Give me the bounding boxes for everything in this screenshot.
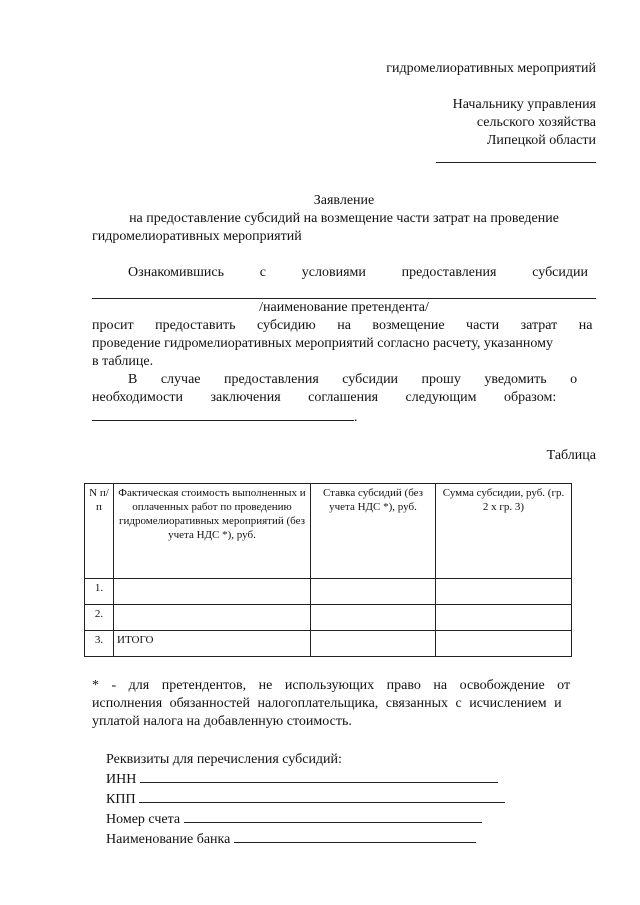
document-subtitle-1: на предоставление субсидий на возмещение части затрат на проведение	[129, 211, 559, 226]
applicant-name-line	[92, 284, 596, 299]
document-subtitle-2: гидромелиоративных мероприятий	[92, 229, 302, 244]
table-cell: ИТОГО	[114, 631, 311, 657]
bank-field[interactable]	[234, 829, 476, 843]
signature-line	[436, 150, 596, 163]
paragraph-2-line-1: В случае предоставления субсидии прошу уведомить о	[128, 372, 578, 387]
header-cell-cost: Фактическая стоимость выполненных и оплаченных работ по проведению гидромелиоративных мероприятий (без учета НДС *), руб.	[114, 484, 311, 579]
inn-field[interactable]	[140, 769, 498, 783]
document-title: Заявление	[313, 193, 375, 208]
footnote-line-1: * - для претендентов, не использующих право на освобождение от	[92, 678, 571, 693]
table-cell	[436, 605, 572, 631]
bank-label: Наименование банка	[106, 832, 231, 847]
account-label: Номер счета	[106, 812, 181, 827]
intro-word: предоставления	[401, 265, 497, 280]
table-cell	[311, 605, 436, 631]
requisites-bank-row	[106, 829, 596, 849]
table-row	[85, 631, 572, 657]
table-caption: Таблица	[546, 448, 596, 463]
table-cell	[114, 579, 311, 605]
table-cell	[311, 579, 436, 605]
kpp-field[interactable]	[139, 789, 505, 803]
paragraph-1-line-2: проведение гидромелиоративных мероприятий согласно расчету, указанному	[92, 336, 554, 351]
requisites-inn-row	[106, 769, 596, 789]
notification-method-line	[92, 407, 354, 421]
applicant-caption: /наименование претендента/	[259, 300, 429, 315]
table-cell	[436, 579, 572, 605]
footnote-line-2: исполнения обязанностей налогоплательщика, связанных с исчислением и	[92, 696, 562, 711]
requisites-block	[92, 751, 596, 849]
table-cell: 1.	[85, 579, 114, 605]
paragraph-1-line-1	[92, 317, 596, 335]
paragraph-1-text-a: просит предоставить субсидию на возмещение части затрат на	[92, 318, 593, 333]
table-cell	[114, 605, 311, 631]
header-cell-number: N п/п	[85, 484, 114, 579]
header-top-line: гидромелиоративных мероприятий	[386, 61, 596, 76]
requisites-heading: Реквизиты для перечисления субсидий:	[106, 752, 342, 767]
paragraph-2-end: .	[354, 410, 358, 425]
intro-word: условиями	[301, 265, 366, 280]
addressee-line-2: сельского хозяйства	[476, 115, 596, 130]
paragraph-1-line-3: в таблице.	[92, 354, 154, 369]
inn-label: ИНН	[106, 772, 137, 787]
requisites-account-row	[106, 809, 596, 829]
subsidy-table	[84, 483, 572, 657]
kpp-label: КПП	[106, 792, 136, 807]
table-cell: 3.	[85, 631, 114, 657]
intro-word: с	[259, 265, 267, 280]
addressee-line-3: Липецкой области	[486, 133, 596, 148]
table-row	[85, 579, 572, 605]
addressee-line-1: Начальнику управления	[452, 97, 596, 112]
header-cell-sum: Сумма субсидии, руб. (гр. 2 х гр. 3)	[436, 484, 572, 579]
intro-line	[92, 264, 596, 282]
intro-word: Ознакомившись	[128, 265, 225, 280]
paragraph-2-line-3	[92, 407, 596, 427]
footnote-line-3: уплатой налога на добавленную стоимость.	[92, 714, 352, 729]
table-cell	[311, 631, 436, 657]
table-cell	[436, 631, 572, 657]
account-field[interactable]	[184, 809, 482, 823]
signature-line-wrap	[92, 150, 596, 166]
intro-word: субсидии	[532, 265, 588, 280]
header-cell-rate: Ставка субсидий (без учета НДС *), руб.	[311, 484, 436, 579]
table-header-row	[85, 484, 572, 579]
requisites-kpp-row	[106, 789, 596, 809]
document-page	[89, 60, 596, 849]
paragraph-2-line-2: необходимости заключения соглашения следующим образом:	[92, 390, 557, 405]
table-row	[85, 605, 572, 631]
table-cell: 2.	[85, 605, 114, 631]
